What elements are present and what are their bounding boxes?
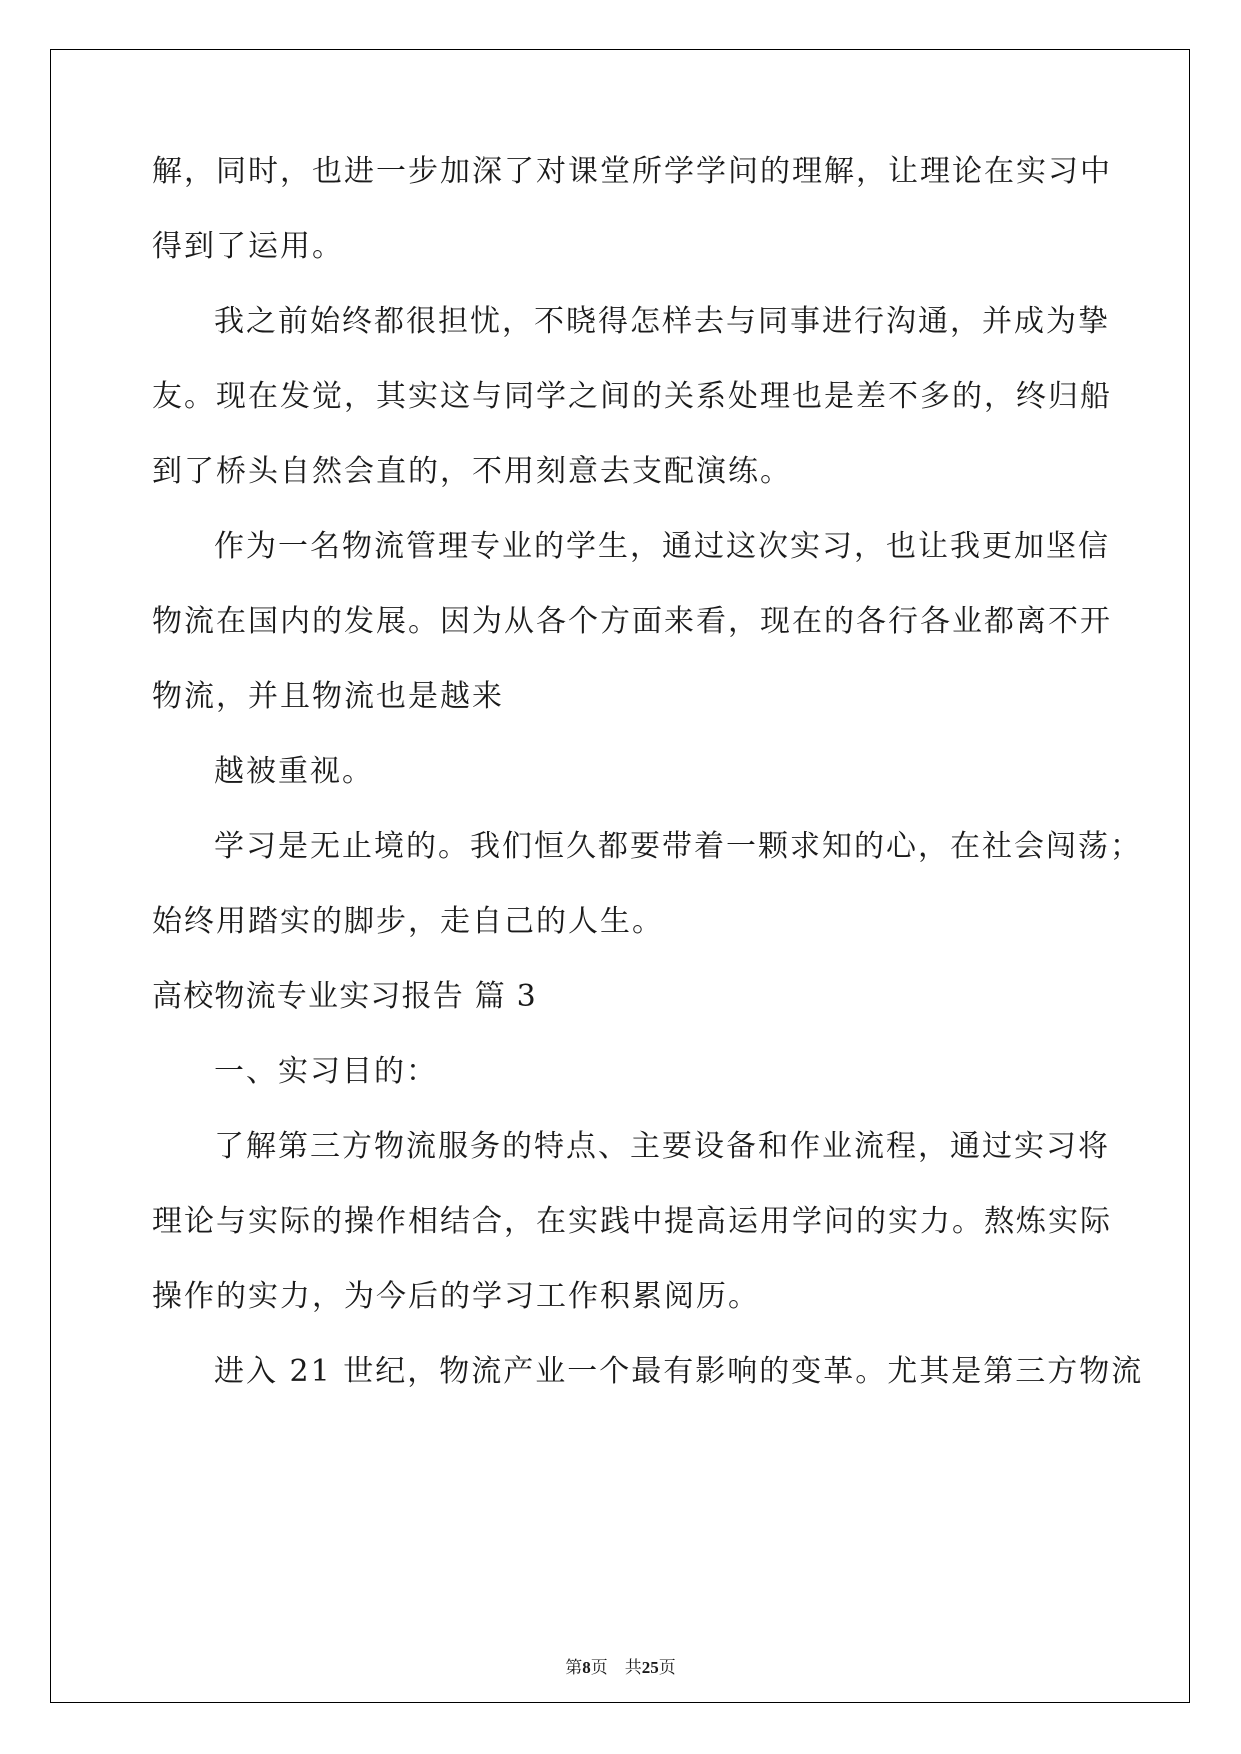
footer-prefix: 第 bbox=[565, 1658, 583, 1678]
body-line: 理论与实际的操作相结合，在实践中提高运用学问的实力。熬炼实际 bbox=[152, 1204, 1112, 1239]
page-border bbox=[50, 49, 1190, 1703]
subheading-line: 一、实习目的： bbox=[214, 1054, 438, 1089]
paragraph-start-line: 作为一名物流管理专业的学生，通过这次实习，也让我更加坚信 bbox=[214, 529, 1110, 564]
paragraph-start-line: 越被重视。 bbox=[214, 754, 374, 789]
paragraph-start-line: 了解第三方物流服务的特点、主要设备和作业流程，通过实习将 bbox=[214, 1129, 1110, 1164]
footer-mid: 页 共 bbox=[590, 1658, 642, 1678]
total-pages-number: 25 bbox=[641, 1658, 659, 1677]
footer-suffix: 页 bbox=[658, 1658, 676, 1678]
body-line: 物流，并且物流也是越来 bbox=[152, 679, 504, 714]
paragraph-start-line: 学习是无止境的。我们恒久都要带着一颗求知的心，在社会闯荡； bbox=[214, 829, 1142, 864]
body-line: 得到了运用。 bbox=[152, 229, 344, 264]
body-line: 物流在国内的发展。因为从各个方面来看，现在的各行各业都离不开 bbox=[152, 604, 1112, 639]
current-page-number: 8 bbox=[582, 1658, 591, 1677]
paragraph-start-line: 进入 21 世纪，物流产业一个最有影响的变革。尤其是第三方物流 bbox=[214, 1354, 1144, 1389]
body-line: 友。现在发觉，其实这与同学之间的关系处理也是差不多的，终归船 bbox=[152, 379, 1112, 414]
section-heading: 高校物流专业实习报告 篇 3 bbox=[152, 979, 537, 1014]
body-line: 始终用踏实的脚步，走自己的人生。 bbox=[152, 904, 664, 939]
body-line: 解，同时，也进一步加深了对课堂所学学问的理解，让理论在实习中 bbox=[152, 154, 1112, 189]
body-line: 操作的实力，为今后的学习工作积累阅历。 bbox=[152, 1279, 760, 1314]
page-footer bbox=[0, 1657, 1241, 1679]
paragraph-start-line: 我之前始终都很担忧，不晓得怎样去与同事进行沟通，并成为挚 bbox=[214, 304, 1110, 339]
body-line: 到了桥头自然会直的，不用刻意去支配演练。 bbox=[152, 454, 792, 489]
